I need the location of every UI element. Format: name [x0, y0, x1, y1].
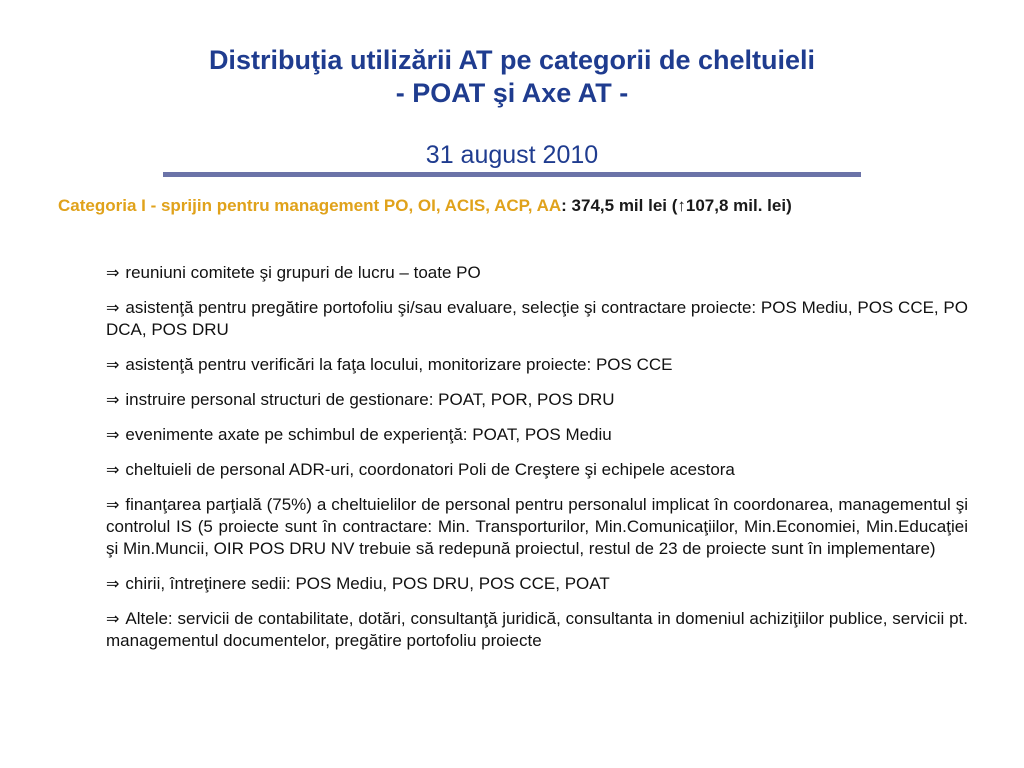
bullet-text: asistenţă pentru verificări la faţa locului, monitorizare proiecte: POS CCE	[125, 355, 673, 374]
double-arrow-icon: ⇒	[106, 355, 120, 374]
title-line-1: Distribuţia utilizării AT pe categorii de cheltuieli	[208, 45, 816, 75]
category-amount: : 374,5 mil lei (↑107,8 mil. lei)	[561, 196, 792, 215]
title-divider	[163, 172, 861, 177]
bullet-item	[106, 354, 968, 376]
category-heading	[58, 193, 968, 218]
bullet-item	[106, 389, 968, 411]
bullet-item	[106, 262, 968, 284]
bullet-item	[106, 608, 968, 652]
bullet-list	[106, 262, 968, 665]
bullet-text: reuniuni comitete şi grupuri de lucru – toate PO	[125, 263, 481, 282]
bullet-item	[106, 424, 968, 446]
double-arrow-icon: ⇒	[106, 263, 120, 282]
bullet-item	[106, 573, 968, 595]
bullet-item	[106, 297, 968, 341]
bullet-text: instruire personal structuri de gestionare: POAT, POR, POS DRU	[125, 390, 615, 409]
double-arrow-icon: ⇒	[106, 495, 120, 514]
title-line-2: - POAT şi Axe AT -	[395, 78, 629, 108]
category-label: Categoria I - sprijin pentru management PO, OI, ACIS, ACP, AA	[58, 196, 562, 215]
slide-date: 31 august 2010	[425, 141, 599, 169]
double-arrow-icon: ⇒	[106, 460, 120, 479]
bullet-text: chirii, întreţinere sedii: POS Mediu, POS DRU, POS CCE, POAT	[125, 574, 610, 593]
slide-title	[0, 44, 1024, 110]
bullet-text: asistenţă pentru pregătire portofoliu şi/sau evaluare, selecţie şi contractare proiecte: POS Mediu, POS CCE, PO DCA, POS DRU	[106, 298, 968, 339]
bullet-text: Altele: servicii de contabilitate, dotări, consultanţă juridică, consultanta in domeniul achiziţiilor publice, servicii pt. managementul documentelor, pregătire portofoliu proiecte	[106, 609, 968, 650]
bullet-item	[106, 494, 968, 560]
double-arrow-icon: ⇒	[106, 390, 120, 409]
bullet-text: cheltuieli de personal ADR-uri, coordonatori Poli de Creştere şi echipele acestora	[125, 460, 735, 479]
double-arrow-icon: ⇒	[106, 425, 120, 444]
bullet-text: finanţarea parţială (75%) a cheltuielilor de personal pentru personalul implicat în coordonarea, managementul şi controlul IS (5 proiecte sunt în contractare: Min. Transporturilor, Min.Comunicaţiilor, Min.Economiei, Min.Educaţiei şi Min.Muncii, OIR POS DRU NV trebuie să redepună proiectul, restul de 23 de proiecte sunt în implementare)	[106, 495, 968, 558]
double-arrow-icon: ⇒	[106, 298, 120, 317]
bullet-item	[106, 459, 968, 481]
double-arrow-icon: ⇒	[106, 574, 120, 593]
bullet-text: evenimente axate pe schimbul de experienţă: POAT, POS Mediu	[125, 425, 612, 444]
double-arrow-icon: ⇒	[106, 609, 120, 628]
